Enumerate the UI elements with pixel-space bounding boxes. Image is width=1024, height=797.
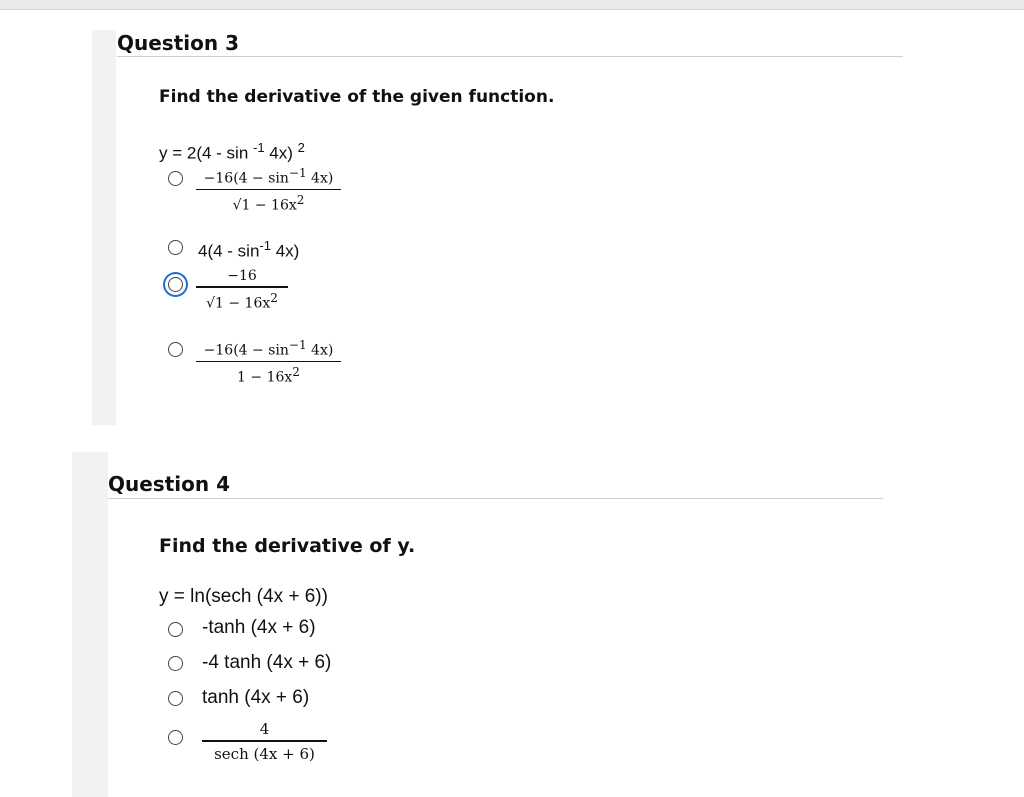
numerator-text-post: 4x): [306, 342, 334, 359]
numerator-text: −16(4 − sin: [203, 170, 289, 187]
browser-top-strip: [0, 0, 1024, 10]
question-4-divider: [108, 498, 883, 499]
function-power: 2: [297, 140, 305, 155]
fraction-denominator: sech (4x + 6): [214, 744, 315, 763]
option-exponent: -1: [259, 238, 271, 253]
q3-option-2-radio[interactable]: [168, 240, 183, 255]
denominator-exponent: 2: [270, 290, 278, 305]
numerator-exponent: −1: [288, 338, 307, 352]
fraction-denominator: [196, 288, 288, 312]
question-3-function: [159, 140, 305, 164]
q4-option-4-fraction[interactable]: [202, 720, 327, 763]
fraction-numerator: [196, 338, 341, 361]
q3-option-4-fraction[interactable]: [196, 338, 341, 386]
q4-option-3-label[interactable]: tanh (4x + 6): [202, 687, 310, 708]
question-4-title: Question 4: [108, 472, 230, 496]
fraction-denominator: [196, 362, 341, 386]
question-3-title: Question 3: [117, 31, 239, 55]
q3-option-3-fraction[interactable]: [196, 268, 288, 311]
denominator-text: √1 − 16x: [232, 197, 297, 214]
fraction-numerator: [196, 166, 341, 189]
fraction-numerator: 4: [259, 720, 270, 738]
q3-option-1-fraction[interactable]: [196, 166, 341, 214]
q4-option-4-radio[interactable]: [168, 730, 183, 745]
q3-option-4-radio[interactable]: [168, 342, 183, 357]
question-4-prompt: Find the derivative of y.: [159, 535, 416, 557]
q4-option-3-radio[interactable]: [168, 691, 183, 706]
q4-option-2-radio[interactable]: [168, 656, 183, 671]
question-3-prompt: Find the derivative of the given function.: [159, 87, 555, 107]
option-text: 4(4 - sin: [198, 241, 260, 261]
denominator-exponent: 2: [292, 365, 300, 380]
question-4-gutter: [72, 452, 108, 797]
denominator-text: √1 − 16x: [206, 295, 271, 312]
function-exponent: -1: [253, 140, 265, 155]
q3-option-3-radio[interactable]: [168, 277, 183, 292]
question-3-gutter: [92, 30, 116, 425]
numerator-exponent: −1: [288, 166, 307, 180]
fraction-denominator: [196, 190, 341, 214]
function-text-pre: y = 2(4 - sin: [159, 143, 254, 163]
denominator-exponent: 2: [296, 193, 305, 208]
q3-option-2-label[interactable]: [198, 238, 299, 262]
numerator-text: −16(4 − sin: [203, 342, 289, 359]
denominator-text: 1 − 16x: [237, 369, 293, 386]
question-3-divider: [117, 56, 903, 57]
numerator-text-post: 4x): [306, 170, 334, 187]
numerator-text: −16: [227, 268, 257, 284]
q4-option-1-label[interactable]: -tanh (4x + 6): [202, 617, 316, 638]
q3-option-1-radio[interactable]: [168, 171, 183, 186]
question-4-function: y = ln(sech (4x + 6)): [159, 586, 328, 607]
q4-option-1-radio[interactable]: [168, 622, 183, 637]
q4-option-2-label[interactable]: -4 tanh (4x + 6): [202, 652, 332, 673]
fraction-numerator: [196, 268, 288, 286]
option-text-post: 4x): [270, 241, 300, 261]
function-text-mid: 4x): [264, 143, 298, 163]
